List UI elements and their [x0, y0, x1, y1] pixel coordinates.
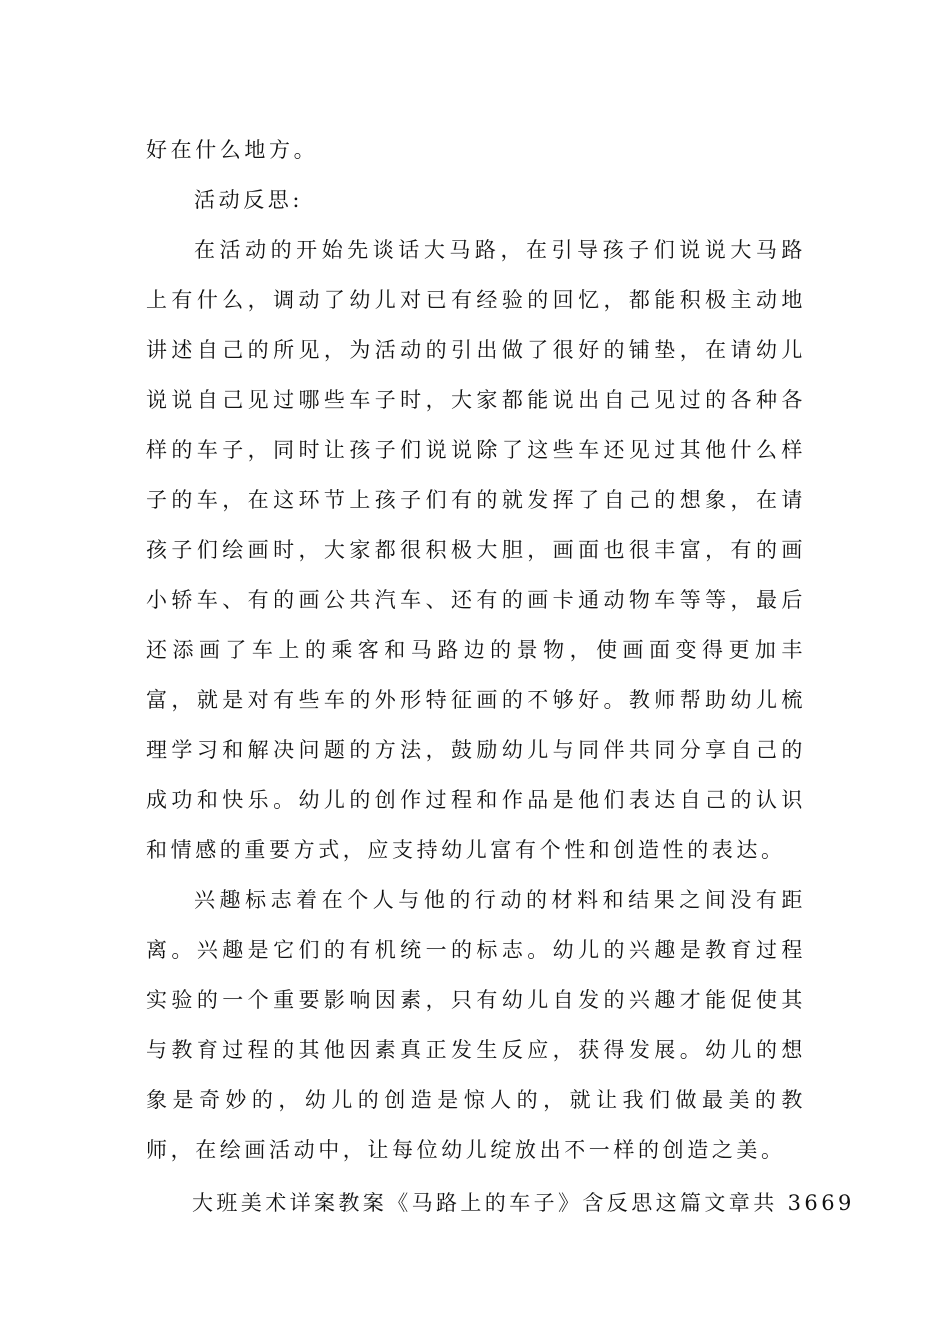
paragraph-interest: 兴趣标志着在个人与他的行动的材料和结果之间没有距离。兴趣是它们的有机统一的标志。幼儿的兴趣是教育过程实验的一个重要影响因素，只有幼儿自发的兴趣才能促使其与教育过程的其他因素真正发生反应，获得发展。幼儿的想象是奇妙的，幼儿的创造是惊人的，就让我们做最美的教师，在绘画活动中，让每位幼儿绽放出不一样的创造之美。	[146, 888, 806, 1162]
paragraph-continuation: 好在什么地方。	[146, 138, 319, 162]
paragraph-reflection: 在活动的开始先谈话大马路，在引导孩子们说说大马路上有什么，调动了幼儿对已有经验的回忆，都能积极主动地讲述自己的所见，为活动的引出做了很好的铺垫，在请幼儿说说自己见过哪些车子时，大家都能说出自己见过的各种各样的车子，同时让孩子们说说除了这些车还见过其他什么样子的车，在这环节上孩子们有的就发挥了自己的想象，在请孩子们绘画时，大家都很积极大胆，画面也很丰富，有的画小轿车、有的画公共汽车、还有的画卡通动物车等等，最后还添画了车上的乘客和马路边的景物，使画面变得更加丰富，就是对有些车的外形特征画的不够好。教师帮助幼儿梳理学习和解决问题的方法，鼓励幼儿与同伴共同分享自己的成功和快乐。幼儿的创作过程和作品是他们表达自己的认识和情感的重要方式，应支持幼儿富有个性和创造性的表达。	[146, 238, 806, 862]
body-text	[146, 125, 806, 1175]
article-footer: 大班美术详案教案《马路上的车子》含反思这篇文章共 3669	[192, 1191, 855, 1215]
section-heading-reflection: 活动反思:	[194, 188, 304, 212]
